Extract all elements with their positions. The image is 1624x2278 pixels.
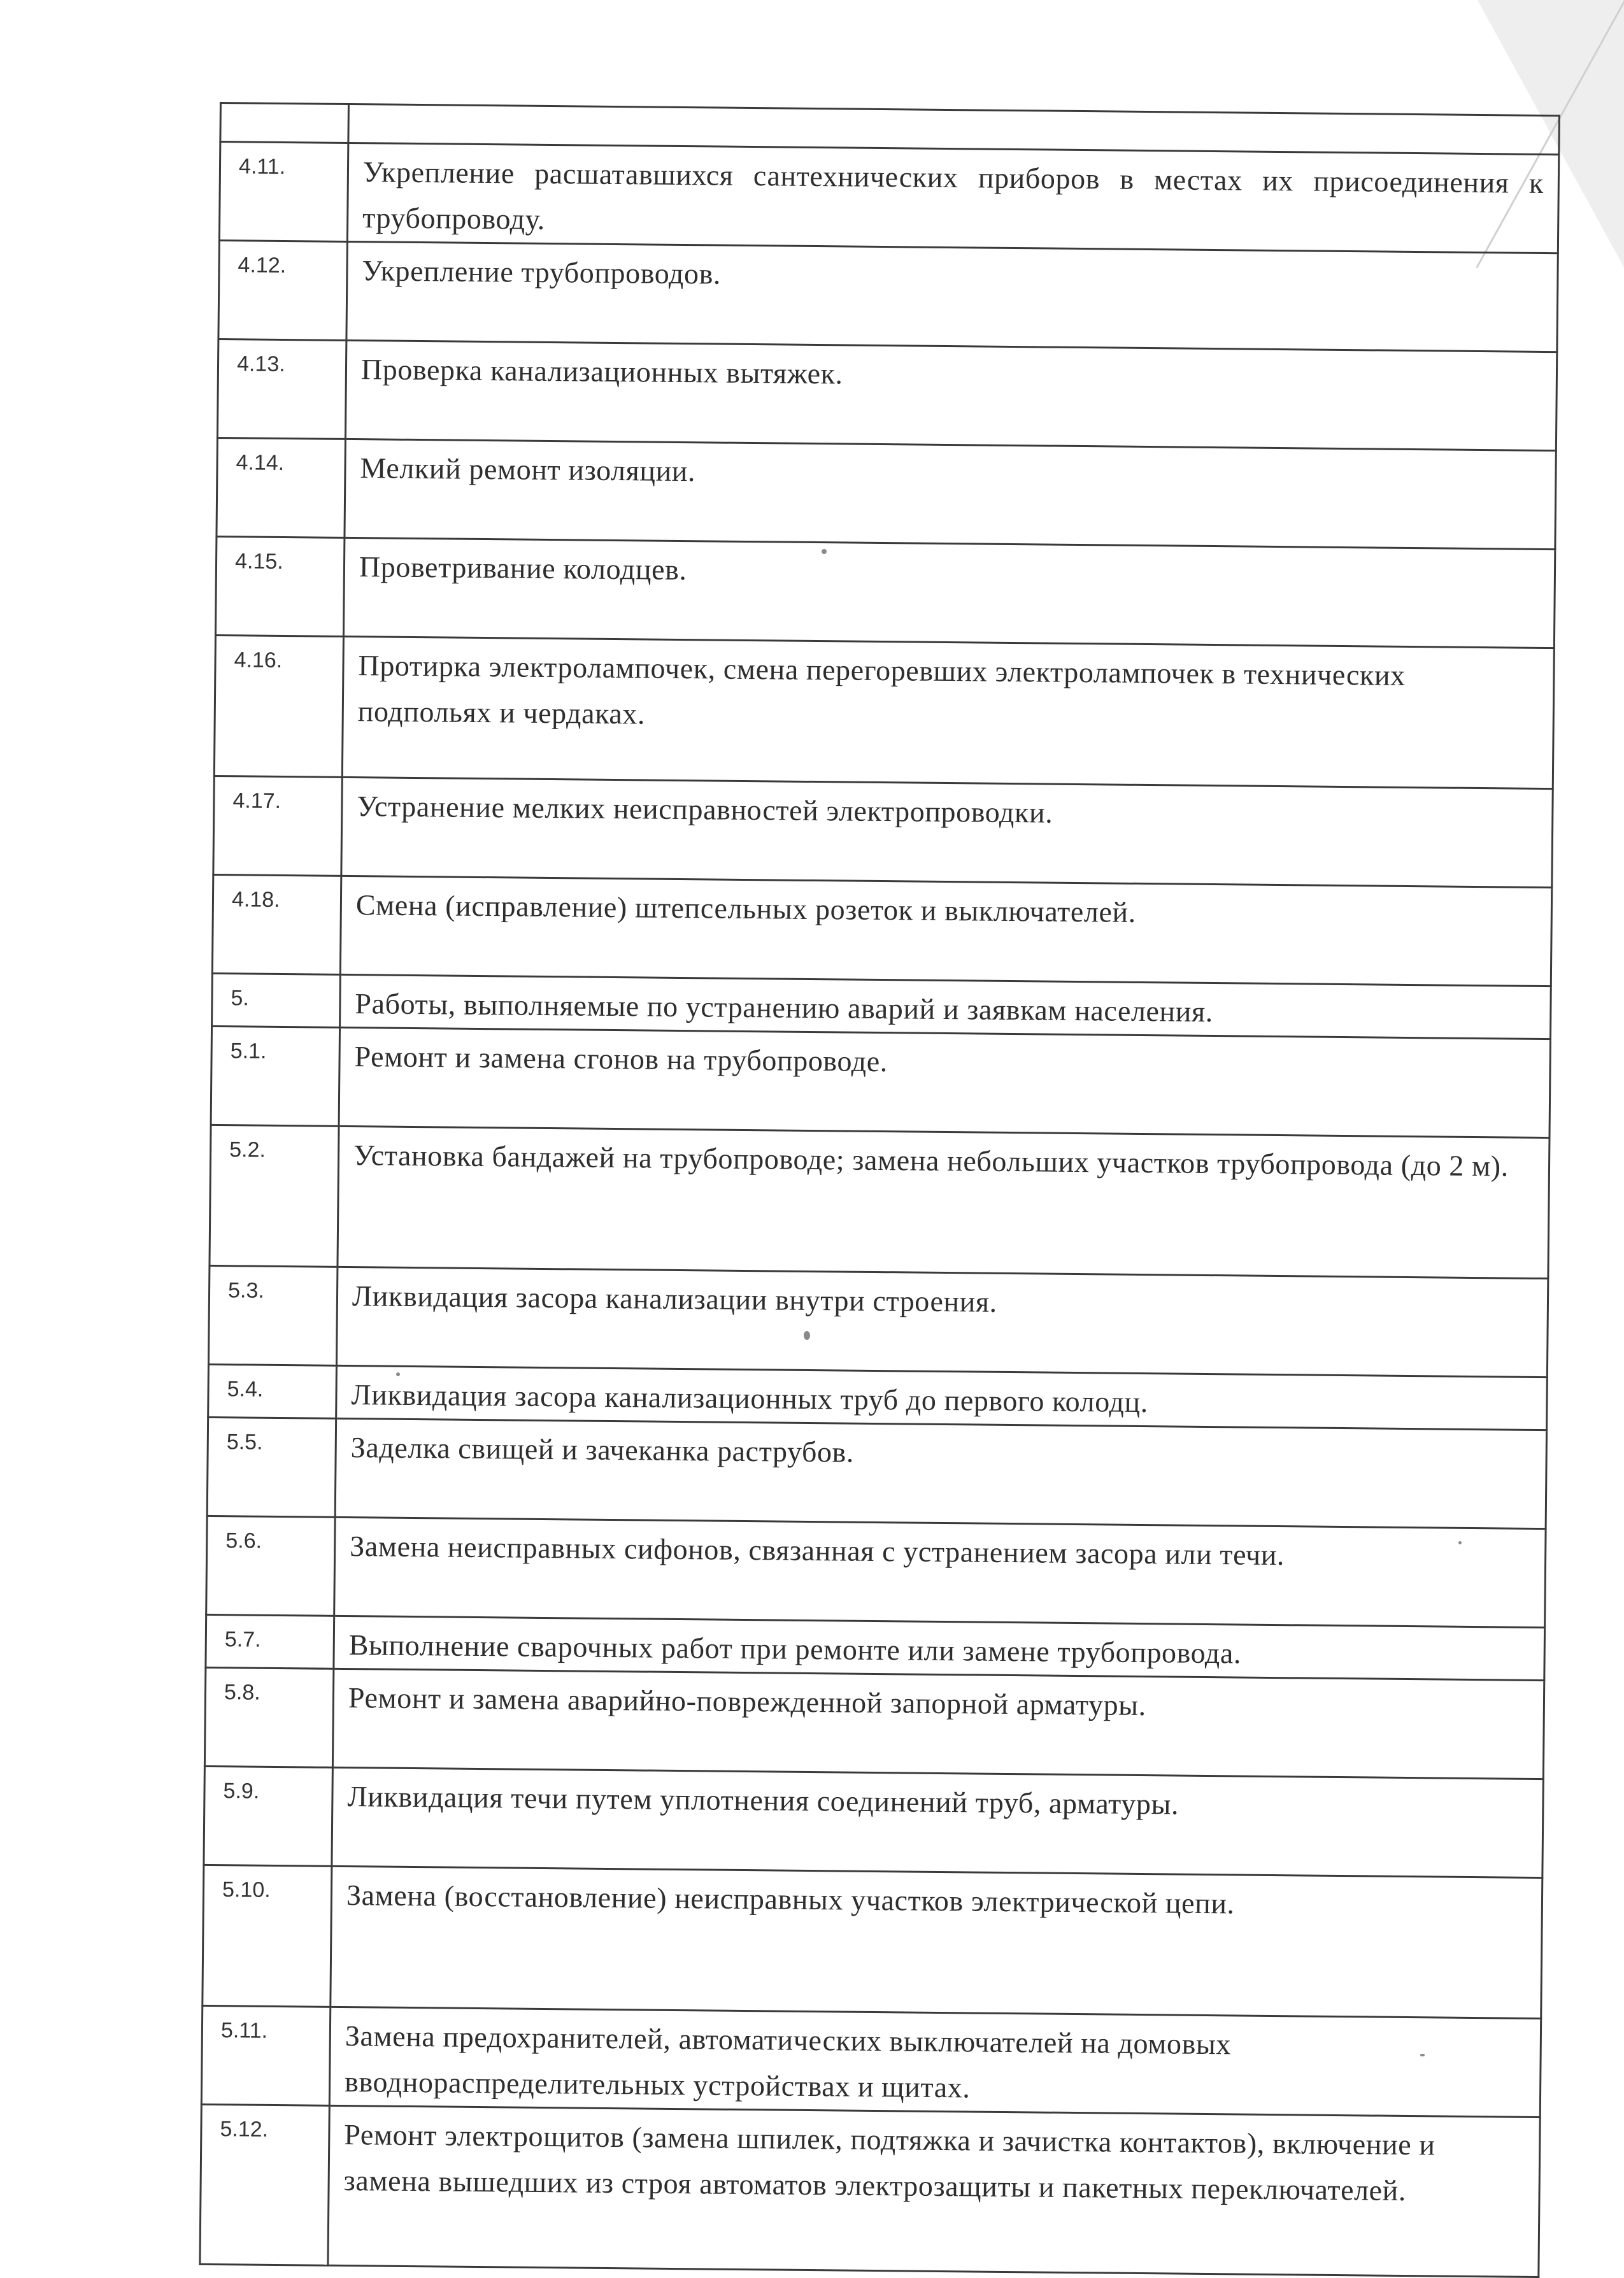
- table-cell-text: Ремонт электрощитов (замена шпилек, подтяжка и зачистка контактов), включение и замена вышедших из строя автоматов электрозащиты и пакетных переключателей.: [328, 2105, 1540, 2277]
- table-row: [210, 1125, 1549, 1278]
- table-cell-number: 5.5.: [207, 1417, 336, 1517]
- table-row: [200, 2104, 1540, 2277]
- table-cell-text: Выполнение сварочных работ при ремонте или замене трубопровода.: [334, 1616, 1545, 1680]
- table-row: [212, 874, 1551, 986]
- table-cell-number: 4.14.: [217, 438, 345, 537]
- table-row: [217, 438, 1556, 549]
- table-cell-number: 5.7.: [206, 1614, 334, 1669]
- table-cell-number: 4.11.: [219, 142, 348, 242]
- table-cell-number: [220, 103, 349, 143]
- table-cell-number: 5.3.: [208, 1265, 337, 1365]
- table-row: [206, 1516, 1546, 1627]
- table-cell-number: 4.16.: [214, 635, 343, 777]
- table-cell-text: Проветривание колодцев.: [343, 537, 1555, 648]
- table-row: [219, 142, 1558, 253]
- scan-speck: [1458, 1541, 1462, 1544]
- table-cell-number: 4.15.: [215, 536, 344, 636]
- table-row: [218, 241, 1558, 352]
- table-row: [217, 339, 1556, 450]
- scan-speck: [804, 1331, 810, 1340]
- table-cell-number: 5.6.: [206, 1516, 335, 1616]
- table-cell-text: Ликвидация засора канализации внутри строения.: [336, 1267, 1548, 1377]
- table-row: [204, 1766, 1543, 1877]
- scan-speck: [1420, 2054, 1425, 2056]
- table-cell-number: 5.: [212, 973, 341, 1027]
- table-row: [203, 1865, 1542, 2018]
- table-cell-text: Ремонт и замена аварийно-поврежденной запорной арматуры.: [332, 1669, 1544, 1779]
- table-cell-text: Мелкий ремонт изоляции.: [345, 439, 1556, 549]
- table-cell-number: 4.17.: [213, 776, 342, 876]
- table-cell-number: 4.12.: [218, 241, 347, 341]
- table-cell-text: Ликвидация течи путем уплотнения соединений труб, арматуры.: [332, 1767, 1543, 1877]
- table-cell-number: 5.9.: [204, 1766, 332, 1866]
- table-cell-text: Проверка канализационных вытяжек.: [345, 340, 1556, 450]
- table-cell-text: Смена (исправление) штепсельных розеток и выключателей.: [340, 876, 1551, 986]
- table-cell-text: Замена неисправных сифонов, связанная с устранением засора или течи.: [334, 1517, 1546, 1627]
- table-cell-number: 5.4.: [208, 1364, 337, 1418]
- table-row: [201, 2005, 1541, 2117]
- table-cell-text: Замена (восстановление) неисправных участков электрической цепи.: [331, 1866, 1542, 2018]
- table-cell-text: Укрепление трубопроводов.: [346, 241, 1558, 352]
- table-cell-text: Протирка электролампочек, смена перегоревших электролампочек в технических подпольях и чердаках.: [342, 636, 1554, 788]
- table-cell-number: 5.12.: [200, 2104, 329, 2265]
- table-cell-number: 5.8.: [204, 1667, 333, 1767]
- table-cell-text: Устранение мелких неисправностей электропроводки.: [341, 777, 1553, 887]
- table-row: [211, 1026, 1550, 1137]
- table-row: [208, 1265, 1548, 1377]
- table-cell-text: Ликвидация засора канализационных труб до первого колодц.: [336, 1365, 1548, 1430]
- table-cell-number: 5.2.: [210, 1125, 339, 1267]
- table-cell-text: Замена предохранителей, автоматических выключателей на домовых вводнораспределительных устройствах и щитах.: [329, 2007, 1541, 2117]
- table-cell-number: 4.18.: [212, 874, 341, 974]
- scan-speck: [396, 1372, 400, 1376]
- table-cell-number: 5.10.: [203, 1865, 332, 2007]
- scan-speck: [822, 549, 827, 554]
- table-cell-number: 5.11.: [201, 2005, 330, 2105]
- table-row: [213, 776, 1553, 887]
- table-row: [207, 1417, 1546, 1528]
- table-row: [214, 635, 1554, 788]
- table-cell-text: Работы, выполняемые по устранению аварий и заявкам населения.: [340, 974, 1551, 1039]
- table-row: [215, 536, 1555, 648]
- table-cell-number: 4.13.: [217, 339, 346, 439]
- table-cell-text: Укрепление расшатавшихся сантехнических приборов в местах их присоединения к трубопроводу.: [347, 143, 1558, 253]
- table-cell-text: Заделка свищей и зачеканка раструбов.: [335, 1418, 1546, 1528]
- table-cell-number: 5.1.: [211, 1026, 339, 1126]
- works-table: [199, 102, 1560, 2278]
- table-row: [204, 1667, 1544, 1779]
- table-cell-text: Установка бандажей на трубопроводе; замена небольших участков трубопровода (до 2 м).: [338, 1126, 1549, 1278]
- table-cell-text: Ремонт и замена сгонов на трубопроводе.: [339, 1027, 1550, 1137]
